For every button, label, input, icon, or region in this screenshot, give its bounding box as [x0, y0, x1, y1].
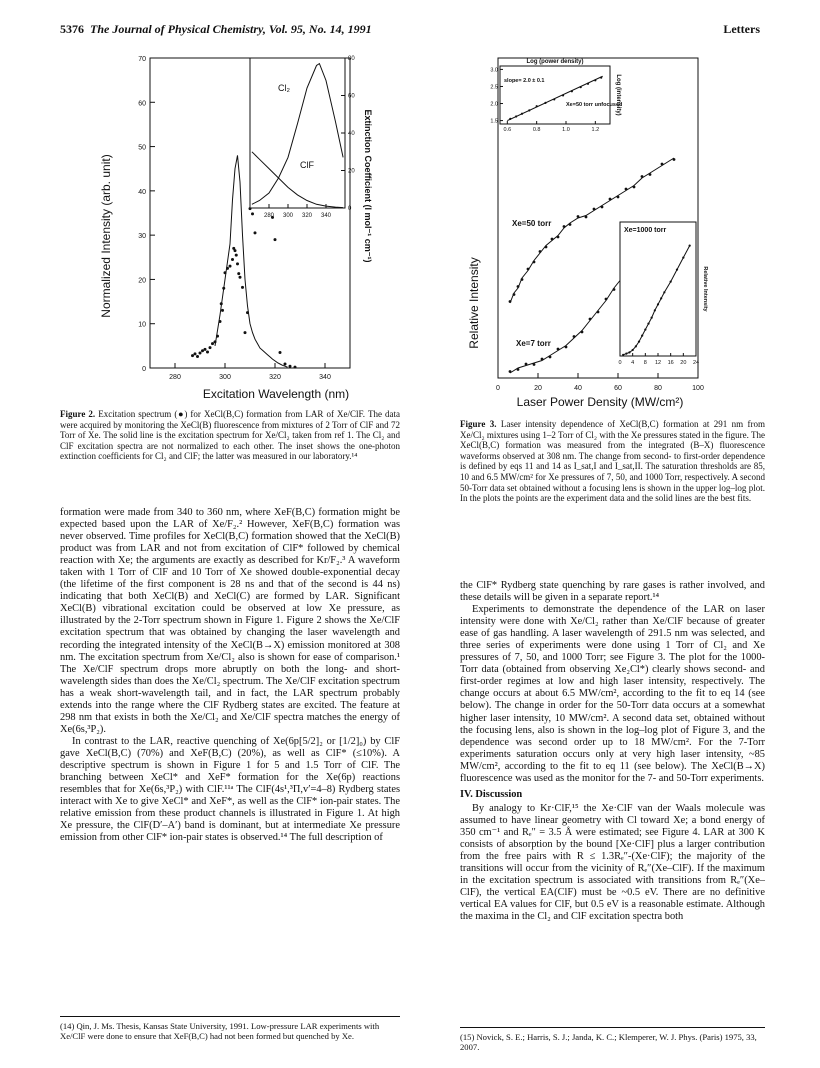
fig3-data-point	[577, 215, 580, 218]
fig3-data-point	[565, 346, 568, 349]
fig3-inset1000-point	[682, 257, 684, 259]
fig3-data-point	[539, 250, 542, 253]
fig2-y-tick-label: 50	[138, 144, 146, 152]
fig3-data-point	[513, 293, 516, 296]
fig3-loglog-point	[600, 77, 602, 79]
fig3-inset1000-x-tick-label: 12	[654, 360, 662, 366]
fig3-caption-label: Figure 3.	[460, 419, 497, 429]
fig2-data-point	[209, 346, 212, 349]
figure-2-chart	[60, 46, 400, 408]
fig2-data-point	[237, 272, 240, 275]
fig3-inset1000-frame	[620, 222, 696, 356]
fig2-y-tick-label: 70	[138, 56, 146, 63]
figure-2-caption	[60, 409, 400, 462]
fig3-data-point	[517, 368, 520, 371]
fig2-data-point	[222, 287, 225, 290]
fig2-data-point	[244, 331, 247, 334]
fig3-inset1000-point	[657, 303, 659, 305]
fig2-data-point	[284, 363, 287, 366]
fig3-inset1000-point	[663, 291, 665, 293]
fig3-inset1000-point	[670, 281, 672, 283]
fig3-data-point	[521, 278, 524, 281]
fig2-data-point	[251, 212, 254, 215]
fig3-data-point	[601, 206, 604, 209]
fig3-data-point	[625, 188, 628, 191]
fig3-inset1000-point	[644, 329, 646, 331]
fig2-data-point	[241, 286, 244, 289]
fig3-data-point	[661, 163, 664, 166]
fig3-inset1000-ylabel: Relative Intensity	[702, 266, 708, 312]
fig3-x-axis-label: Laser Power Density (MW/cm²)	[516, 395, 684, 409]
fig2-y-tick-label: 20	[138, 277, 146, 285]
fig2-data-point	[191, 354, 194, 357]
fig3-data-point	[617, 196, 620, 199]
fig2-x-tick-label: 340	[319, 374, 331, 381]
fig3-loglog-slope-label: slope= 2.0 ± 0.1	[504, 78, 545, 84]
fig3-inset1000-point	[625, 353, 627, 355]
fig2-data-point	[206, 351, 209, 354]
fig3-series-label: Xe=7 torr	[516, 339, 551, 348]
fig3-data-point	[589, 318, 592, 321]
fig3-x-tick-label: 20	[534, 385, 542, 392]
fig3-data-point	[605, 298, 608, 301]
fig3-inset1000-point	[651, 317, 653, 319]
body-paragraph: By analogy to Kr·ClF,¹⁵ the Xe·ClF van der Waals molecule was assumed to have linear geometry with Cl toward Xe; a bond energy of 350 cm⁻¹ and Rₑ″ = 3.5 Å were estimated; see Figure 4. LAR at 300 K consists of absorption by the bound [Xe·ClF] plus a larger contribution from the free pairs with R ≤ 1.3Rₑ″-(Xe·ClF); the majority of the transitions will occur from the vicinity of Rₑ″(Xe–ClF). If the maximum in the excitation spectrum is associated with transitions from Rₑ″(Xe–ClF), the vertical EA(ClF) must be ~0.5 eV. There are no definitive vertical EA values for ClF, but 0.5 eV is a reasonable estimate. Although the maxima in the Cl₂ and ClF excitation spectra both	[460, 802, 765, 923]
fig2-inset-x-tick-label: 300	[282, 213, 294, 219]
fig3-loglog-point	[509, 118, 511, 120]
fig2-x-axis-label: Excitation Wavelength (nm)	[202, 387, 350, 401]
fig2-data-point	[196, 355, 199, 358]
fig3-loglog-annotation: Xe=50 torr unfocused	[566, 102, 623, 108]
fig2-inset-x-tick-label: 320	[301, 213, 313, 219]
fig3-data-point	[641, 175, 644, 178]
fig3-series-label: Xe=50 torr	[512, 219, 552, 228]
fig3-data-point	[541, 358, 544, 361]
fig3-loglog-y-tick-label: 1.5	[490, 118, 498, 125]
fig2-data-point	[211, 342, 214, 345]
fig3-data-point	[581, 331, 584, 334]
fig3-data-point	[573, 335, 576, 338]
fig2-data-point	[204, 348, 207, 351]
fig3-data-point	[557, 236, 560, 239]
fig2-caption-text: Excitation spectrum (●) for XeCl(B,C) formation from LAR of Xe/ClF. The data were acquired by monitoring the XeCl(B) fluorescence from mixtures of 2 Torr of ClF and 72 Torr of Xe. The solid line is the excitation spectrum for Xe/Cl₂ taken from ref 1. The Cl₂ and ClF excitation spectra are not normalized to each other. The inset shows the one-photon extinction coefficients for Cl₂ and ClF; the latter was measured in our laboratory.¹⁴	[60, 409, 401, 462]
fig2-data-point	[216, 335, 219, 338]
fig3-data-point	[509, 370, 512, 373]
fig2-inset-y-tick-label: 80	[348, 56, 355, 62]
fig3-inset1000-point	[632, 349, 634, 351]
fig2-x-tick-label: 280	[169, 374, 181, 381]
footnote-15: (15) Novick, S. E.; Harris, S. J.; Janda, K. C.; Klemperer, W. J. Phys. (Paris) 1975, 33, 2007.	[460, 1027, 765, 1052]
fig3-inset1000-point	[654, 309, 656, 311]
fig2-y-tick-label: 10	[138, 321, 146, 329]
fig2-inset-frame	[250, 58, 345, 208]
fig3-inset1000-point	[628, 351, 630, 353]
fig2-inset-series-label: ClF	[300, 160, 314, 170]
page-number: 5376	[60, 22, 84, 36]
body-paragraph: Experiments to demonstrate the dependence of the LAR on laser intensity were done with Xe/Cl₂ rather than Xe/ClF because of greater ease of gas handling. A laser wavelength of 291.5 nm was selected, and three series of experiments were done using 1 Torr of Cl₂ and Xe pressures of 7, 50, and 1000 Torr; see Figure 3. The plot for the 1000-Torr data (obtained from observing Xe₂Cl*) clearly shows second- and first-order regimes at low and high laser intensity, respectively. The change occurs at about 6.5 MW/cm², according to the fit to eq 14 (see below). The change in order for the 50-Torr data occurs at a somewhat higher laser intensity, 10 MW/cm². A second data set, obtained without the focusing lens, also is shown in the log–log plot of Figure 3, and the dependence was second order up to 18 MW/cm². For the 7-Torr experiments saturation occurs only at very high laser intensity, ~85 MW/cm², according to the fit to eq 11 (see below). The XeCl(B→X) fluorescence was used as the monitor for the 7- and 50-Torr experiments.	[460, 604, 765, 784]
fig2-data-point	[221, 309, 224, 312]
fig2-x-tick-label: 300	[219, 374, 231, 381]
fig3-loglog-point	[571, 90, 573, 92]
fig2-inset-x-tick-label: 280	[263, 213, 275, 219]
fig3-data-point	[551, 238, 554, 241]
fig3-loglog-x-tick-label: 0.6	[503, 127, 512, 133]
fig3-y-axis-label: Relative Intensity	[467, 257, 481, 349]
fig2-data-point	[235, 254, 238, 257]
fig3-inset1000-point	[635, 345, 637, 347]
fig3-loglog-point	[521, 113, 523, 115]
fig3-data-point	[533, 261, 536, 264]
fig2-inset-x-tick-label: 340	[320, 213, 332, 219]
fig3-data-point	[533, 363, 536, 366]
fig3-loglog-point	[528, 109, 530, 111]
fig2-data-point	[279, 351, 282, 354]
fig2-caption-label: Figure 2.	[60, 409, 96, 419]
fig2-data-point	[220, 302, 223, 305]
fig2-data-point	[274, 238, 277, 241]
fig3-inset1000-x-tick-label: 24	[692, 360, 700, 366]
body-paragraph: In contrast to the LAR, reactive quenching of Xe(6p[5/2]₂ or [1/2]₀) by ClF gave XeCl(B,C) (70%) and XeF(B,C) (20%), as well as ClF* (≤10%). A descriptive spectrum is shown in Figure 1 for 5 and 1.5 Torr of ClF. The branching between XeCl* and XeF* formation for the Xe(6p) reactions resembles that for Xe(6s,³P₂) with ClF.¹¹ᵃ The ClF(4s¹,³Π,v′=4–8) Rydberg states interact with Xe to give XeCl* and XeF*, as well as the ClF* ion-pair states. The relative emission from these product channels is illustrated in Figure 1. At high Xe pressure, the ClF(D′–A′) band is dominant, but at intermediate Xe pressure emission from other ClF* ion-pair states is observed.¹⁴ The full description of	[60, 735, 400, 844]
fig3-caption-text: Laser intensity dependence of XeCl(B,C) formation at 291 nm from Xe/Cl₂ mixtures using 1–2 Torr of Cl₂ with the Xe pressures stated in the figure. The XeCl(B,C) formation was measured from the integrated (B–X) fluorescence waveforms observed at 308 nm. The change from second- to first-order dependence is defined by eqs 11 and 14 as I_sat,I and I_sat,II. The saturation thresholds are 85, 10 and 6.5 MW/cm² for Xe pressures of 7, 50, and 1000 Torr, respectively. A second 50-Torr data set obtained without a focusing lens is shown in the upper log–log plot. In the plots the points are the experiment data and the solid lines are the best fits.	[460, 419, 765, 504]
fig3-fit-line	[510, 268, 630, 373]
section-heading: IV. Discussion	[460, 788, 523, 800]
fig3-x-tick-label: 80	[654, 385, 662, 392]
fig3-loglog-y-tick-label: 3.0	[490, 67, 498, 74]
fig2-data-point	[229, 265, 232, 268]
fig3-data-point	[525, 363, 528, 366]
fig3-loglog-x-tick-label: 1.2	[591, 127, 600, 133]
body-paragraph: formation were made from 340 to 360 nm, where XeF(B,C) formation might be expected based upon the LAR of Xe/F₂.² However, XeF(B,C) formation was never observed. Time profiles for XeCl(B,C) formation showed that the XeCl(B) product was from LAR and not from excitation of ClF* followed by chemical reaction with Xe; the arguments are exactly as described for Kr/F₂.³ A waveform taken with 1 Torr of ClF and 10 Torr of Xe showed double-exponential decay (the lifetime of the first component is 28 ns and that of the second is 44 ns) indicating that both XeCl(B) and XeCl(C) are formed by LAR. Significant XeCl(B) vibrational excitation could be observed at low Xe pressure, as illustrated by the 2-Torr spectrum shown in Figure 1. Figure 2 shows the Xe/ClF excitation spectrum that was obtained by changing the laser wavelength and recording the integrated intensity of the XeCl(B→X) emission monitored at 308 nm. The excitation spectrum from Xe/Cl₂ also is shown for ease of comparison.¹ The Xe/ClF spectrum drops more abruptly on both the long- and short-wavelength sides than does the Xe/Cl₂ spectrum. The Xe/ClF excitation spectrum has a weak short-wavelength tail, and in fact, the LAR spectrum probably extends into the range where the ClF Rydberg states are excited. The feature at 298 nm that exists in both the Xe/Cl₂ and Xe/ClF spectra matches the energy of Xe(6s,³P₂).	[60, 507, 400, 735]
fig3-data-point	[633, 186, 636, 189]
fig3-loglog-ylabel: Log (intensity)	[615, 74, 621, 116]
fig3-x-tick-label: 60	[614, 385, 622, 392]
running-header	[60, 22, 760, 38]
fig3-inset1000-point	[676, 269, 678, 271]
fig3-loglog-y-tick-label: 2.5	[490, 84, 498, 91]
fig2-data-point	[199, 351, 202, 354]
fig3-x-tick-label: 0	[496, 385, 500, 392]
fig2-inset-y-tick-label: 40	[348, 131, 355, 137]
fig3-loglog-point	[544, 102, 546, 104]
fig3-loglog-x-tick-label: 0.8	[532, 127, 541, 133]
fig2-data-point	[224, 271, 227, 274]
fig2-inset-y-tick-label: 20	[348, 168, 355, 175]
fig2-y-tick-label: 60	[138, 100, 146, 108]
fig3-x-tick-label: 40	[574, 385, 582, 392]
fig3-inset1000-x-tick-label: 16	[667, 360, 674, 366]
fig3-loglog-title: Log (power density)	[526, 59, 584, 65]
body-paragraph: the ClF* Rydberg state quenching by rare gases is rather involved, and these details will be given in a separate report.¹⁴	[460, 580, 765, 604]
fig2-data-point	[236, 262, 239, 265]
fig3-data-point	[563, 225, 566, 228]
fig3-loglog-point	[515, 115, 517, 117]
journal-citation	[60, 22, 372, 37]
fig2-data-point	[246, 311, 249, 314]
fig3-data-point	[585, 216, 588, 219]
fig2-data-point	[254, 231, 257, 234]
fig3-data-point	[597, 311, 600, 314]
fig3-loglog-point	[587, 83, 589, 85]
fig3-inset1000-x-tick-label: 20	[680, 360, 687, 366]
fig3-loglog-point	[536, 105, 538, 107]
fig2-data-point	[289, 365, 292, 368]
fig2-y-tick-label: 40	[138, 188, 146, 196]
fig2-y-tick-label: 0	[142, 366, 146, 373]
fig3-data-point	[593, 208, 596, 211]
fig3-loglog-y-tick-label: 2.0	[490, 101, 498, 108]
fig3-data-point	[673, 158, 676, 161]
footnote-14: (14) Qin, J. Ms. Thesis, Kansas State University, 1991. Low-pressure LAR experiments with Xe/ClF were done to ensure that XeF(B,C) had not been formed but quenched by Xe.	[60, 1016, 400, 1041]
fig3-data-point	[613, 288, 616, 291]
fig3-inset1000-point	[660, 297, 662, 299]
fig3-inset1000-x-tick-label: 0	[618, 360, 622, 366]
fig2-data-point	[231, 258, 234, 261]
fig3-inset1000-point	[689, 245, 691, 247]
fig2-inset-y-axis-label: Extinction Coefficient (l mol⁻¹ cm⁻¹)	[363, 109, 373, 263]
fig3-inset1000-point	[647, 323, 649, 325]
fig3-inset1000-point	[622, 354, 624, 356]
fig3-data-point	[609, 198, 612, 201]
fig2-y-tick-label: 30	[138, 233, 146, 241]
fig3-inset1000-point	[641, 335, 643, 337]
fig3-inset1000-label: Xe=1000 torr	[624, 227, 667, 234]
fig2-inset-series-label: Cl₂	[278, 83, 290, 93]
fig2-data-point	[234, 249, 237, 252]
fig3-x-tick-label: 100	[692, 385, 704, 392]
fig3-inset1000-x-tick-label: 8	[643, 360, 647, 366]
fig3-data-point	[569, 223, 572, 226]
fig2-inset-y-tick-label: 0	[348, 206, 352, 212]
fig2-data-point	[214, 340, 217, 343]
fig3-loglog-frame	[500, 66, 610, 124]
fig3-loglog-point	[580, 86, 582, 88]
right-column-text	[460, 580, 765, 923]
section-name: Letters	[723, 22, 760, 36]
fig2-data-point	[294, 366, 297, 369]
fig2-x-tick-label: 320	[269, 374, 281, 381]
fig2-data-point	[219, 320, 222, 323]
fig3-loglog-point	[553, 98, 555, 100]
fig2-data-point	[194, 352, 197, 355]
figure-3-caption	[460, 419, 765, 504]
fig3-loglog-point	[594, 79, 596, 81]
fig3-data-point	[509, 300, 512, 303]
fig3-data-point	[557, 348, 560, 351]
fig3-inset1000-x-tick-label: 4	[631, 360, 635, 366]
fig3-data-point	[527, 268, 530, 271]
fig3-inset1000-point	[638, 341, 640, 343]
journal-name: The Journal of Physical Chemistry, Vol. 95, No. 14, 1991	[90, 22, 372, 36]
fig2-y-axis-label: Normalized Intensity (arb. unit)	[99, 154, 113, 318]
fig2-inset-y-tick-label: 60	[348, 93, 355, 100]
fig3-loglog-point	[562, 94, 564, 96]
fig3-data-point	[517, 285, 520, 288]
left-column-text	[60, 507, 400, 844]
fig2-data-point	[239, 276, 242, 279]
fig3-data-point	[549, 356, 552, 359]
figure-3-chart	[460, 48, 760, 418]
fig3-loglog-x-tick-label: 1.0	[562, 127, 570, 133]
fig2-data-point	[226, 267, 229, 270]
fig3-data-point	[649, 173, 652, 176]
fig3-data-point	[545, 246, 548, 249]
